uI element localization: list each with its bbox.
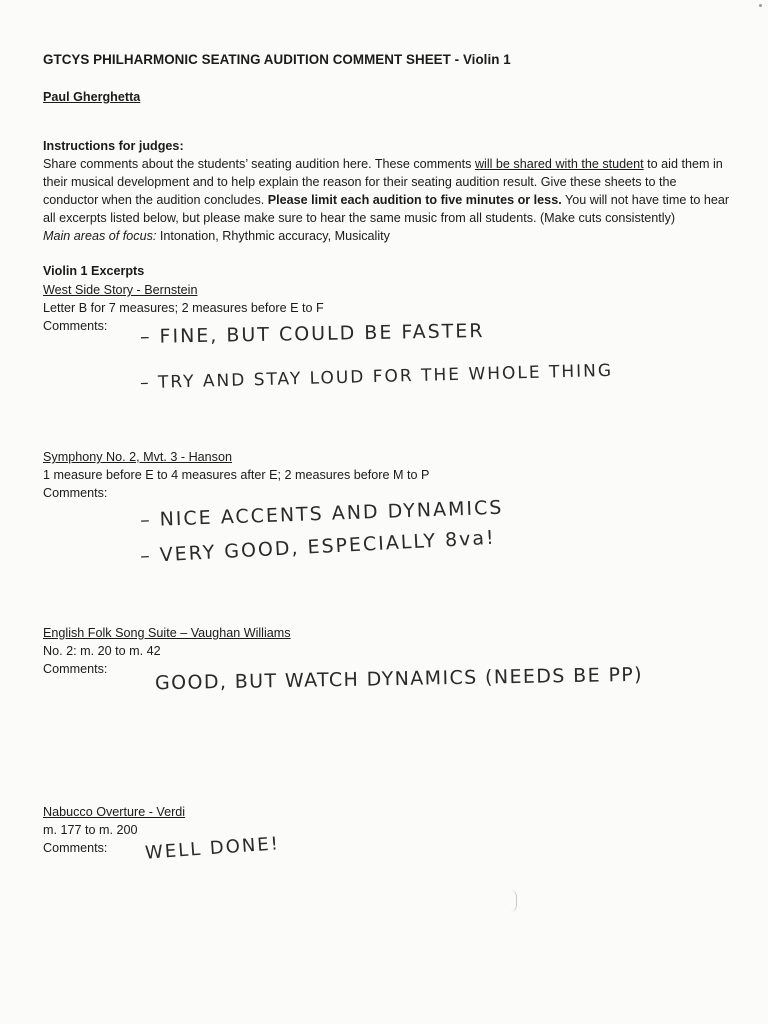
student-name: Paul Gherghetta	[43, 90, 141, 104]
instructions-time-limit: Please limit each audition to five minutes or less.	[267, 193, 562, 207]
handwritten-comment: – FINE, BUT COULD BE FASTER	[139, 319, 485, 349]
handwritten-comment: – VERY GOOD, ESPECIALLY 8va!	[139, 526, 497, 568]
instructions-heading: Instructions for judges:	[43, 139, 184, 153]
comments-label: Comments:	[43, 486, 108, 500]
focus-value: Intonation, Rhythmic accuracy, Musicality	[156, 229, 390, 243]
handwritten-comment: WELL DONE!	[144, 833, 281, 864]
excerpt-detail: Letter B for 7 measures; 2 measures before E to F	[43, 301, 324, 315]
excerpt-title: English Folk Song Suite – Vaughan Williams	[43, 626, 291, 640]
handwritten-comment: – NICE ACCENTS AND DYNAMICS	[139, 496, 504, 532]
instructions-shared-note: will be shared with the student	[474, 157, 644, 171]
pen-mark	[510, 890, 517, 912]
instructions-part1: Share comments about the students’ seating audition here. These comments	[43, 157, 475, 171]
sheet-title: GTCYS PHILHARMONIC SEATING AUDITION COMMENT SHEET - Violin 1	[43, 52, 511, 67]
excerpt-detail: 1 measure before E to 4 measures after E; 2 measures before M to P	[43, 468, 430, 482]
comments-label: Comments:	[43, 841, 108, 855]
excerpt-detail: No. 2: m. 20 to m. 42	[43, 644, 161, 658]
excerpt-title: Nabucco Overture - Verdi	[43, 805, 186, 819]
comments-label: Comments:	[43, 319, 108, 333]
handwritten-comment: GOOD, BUT WATCH DYNAMICS (NEEDS BE PP)	[154, 663, 644, 695]
excerpt-title: Symphony No. 2, Mvt. 3 - Hanson	[43, 450, 232, 464]
instructions-part5: You will not have time to hear all excerpts listed below, but please make sure to hear the same music from all students. (Make cuts consistently)	[43, 193, 730, 225]
instructions-text	[43, 155, 733, 227]
handwritten-comment: – TRY AND STAY LOUD FOR THE WHOLE THING	[139, 360, 614, 394]
instructions-part3: to aid them in their musical development and to help explain the reason for their seating audition result. Give these sheets to the conductor when the audition concludes.	[43, 157, 723, 207]
excerpt-detail: m. 177 to m. 200	[43, 823, 138, 837]
instructions-block	[43, 137, 733, 227]
excerpt-title: West Side Story - Bernstein	[43, 283, 198, 297]
scan-speck	[759, 4, 762, 7]
focus-label: Main areas of focus:	[43, 229, 157, 243]
focus-line	[43, 227, 390, 245]
excerpts-heading: Violin 1 Excerpts	[43, 264, 145, 278]
comments-label: Comments:	[43, 662, 108, 676]
